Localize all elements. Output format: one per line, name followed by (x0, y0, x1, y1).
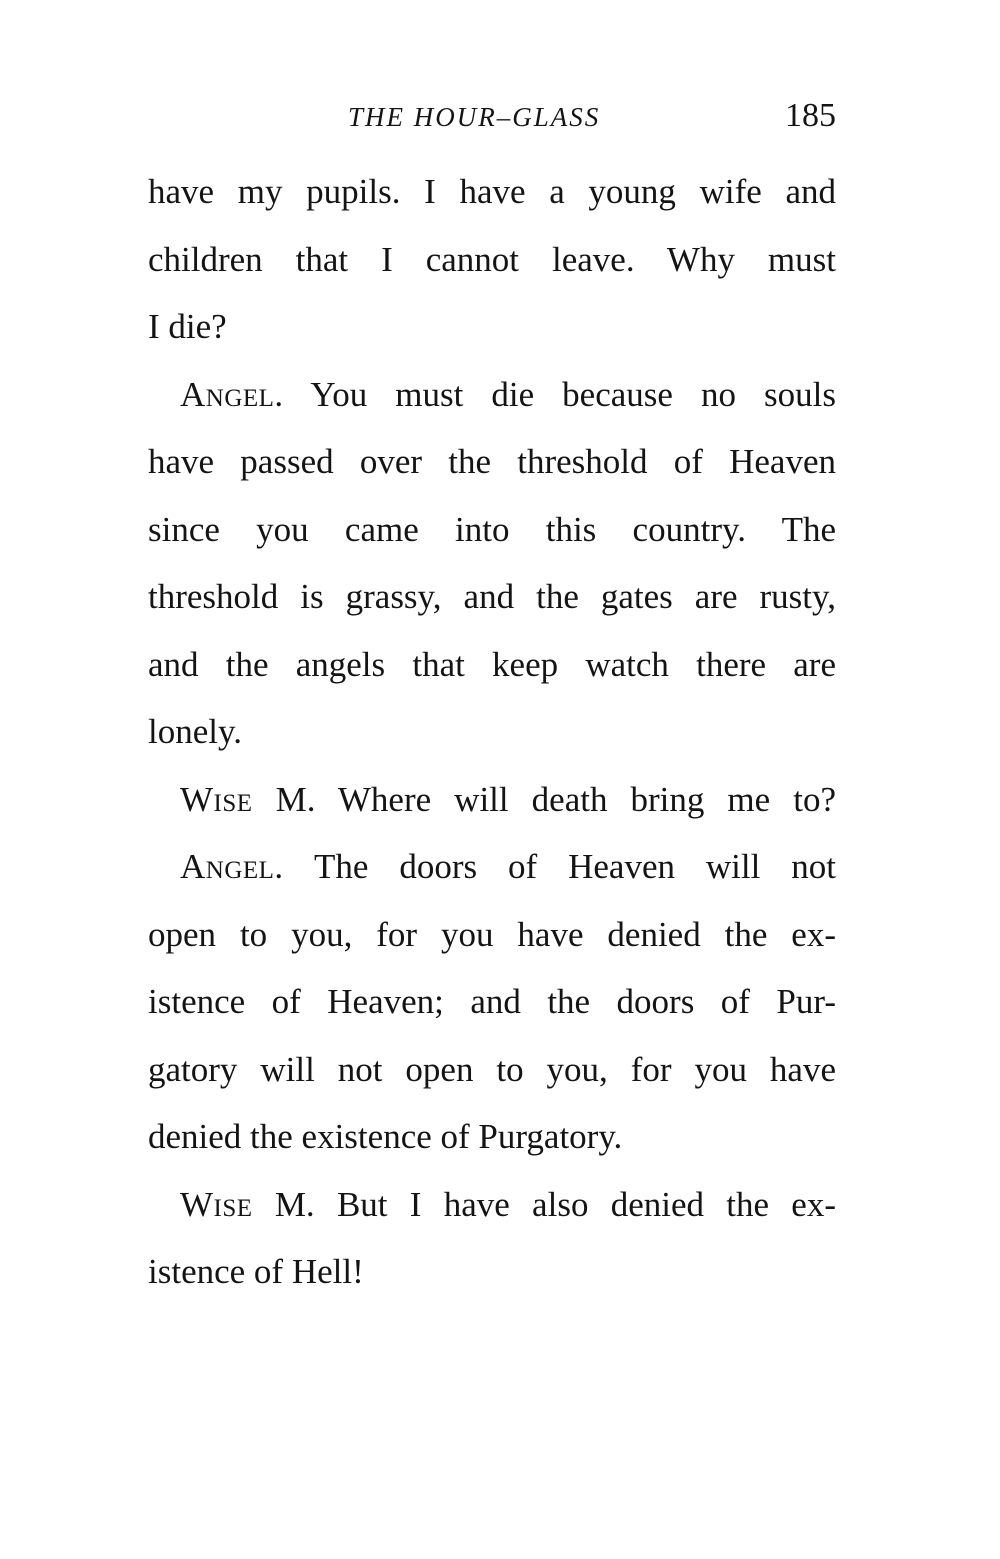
text-line (148, 698, 836, 766)
text-line (148, 1103, 836, 1171)
speech-angel-2 (148, 833, 836, 901)
line-text: open to you, for you have denied the ex- (148, 914, 836, 954)
line-text: threshold is grassy, and the gates are rusty, (148, 577, 836, 616)
line-text: M. But I have also denied the ex- (252, 1184, 836, 1224)
speaker-name: Angel. (180, 374, 284, 414)
text-line (148, 158, 836, 226)
speech-angel-1 (148, 361, 836, 429)
text-line (148, 226, 836, 294)
line-text: You must die because no souls (283, 374, 836, 414)
speech-wise-man-1 (148, 766, 836, 834)
line-text: denied the existence of Purgatory. (148, 1117, 623, 1156)
line-text: I die? (148, 307, 227, 346)
line-text: since you came into this country. The (148, 509, 836, 549)
text-line (148, 496, 836, 564)
line-text: and the angels that keep watch there are (148, 644, 836, 684)
play-text (148, 158, 836, 1306)
speaker-name: Wise (180, 779, 253, 819)
line-text: istence of Hell! (148, 1252, 364, 1291)
line-text: istence of Heaven; and the doors of Pur- (148, 982, 836, 1021)
speaker-name: Wise (180, 1184, 253, 1224)
text-line (148, 293, 836, 361)
speech-wise-man-2 (148, 1171, 836, 1239)
line-text: have passed over the threshold of Heaven (148, 442, 836, 481)
line-text: The doors of Heaven will not (283, 847, 836, 886)
line-text: children that I cannot leave. Why must (148, 239, 836, 279)
text-line (148, 428, 836, 496)
speaker-name: Angel. (180, 847, 284, 886)
text-line (148, 631, 836, 699)
line-text: M. Where will death bring me to? (252, 779, 836, 819)
text-line (148, 901, 836, 969)
running-title: THE HOUR–GLASS (348, 102, 601, 132)
line-text: gatory will not open to you, for you have (148, 1049, 836, 1089)
text-line (148, 563, 836, 631)
line-text: have my pupils. I have a young wife and (148, 172, 836, 211)
text-line (148, 1036, 836, 1104)
page-number: 185 (785, 97, 836, 134)
line-text: lonely. (148, 712, 242, 751)
text-line (148, 1238, 836, 1306)
text-line (148, 968, 836, 1036)
running-head (148, 94, 836, 138)
